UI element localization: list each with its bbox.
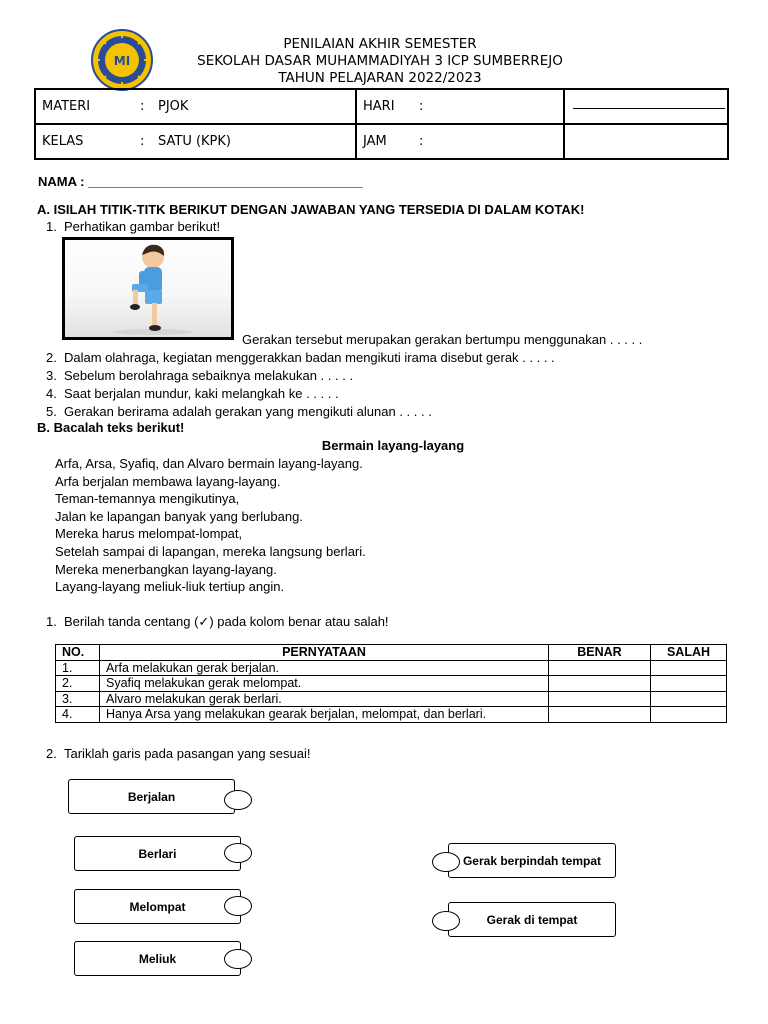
benar-cell[interactable] [549,691,651,707]
match-left-berjalan[interactable]: Berjalan [68,779,235,814]
salah-cell[interactable] [651,676,727,692]
connector-dot[interactable] [432,911,460,931]
kelas-value: SATU (KPK) [158,134,231,149]
section-a-title: A. ISILAH TITIK-TITK BERIKUT DENGAN JAWABAN YANG TERSEDIA DI DALAM KOTAK! [37,202,585,217]
story-text [55,455,366,596]
hari-field[interactable] [564,89,728,124]
materi-value: PJOK [158,99,189,114]
question-a1: 1. Perhatikan gambar berikut! [46,219,221,234]
table-row: 4. Hanya Arsa yang melakukan gearak berjalan, melompat, dan berlari. [56,707,727,723]
question-b2: 2. Tariklah garis pada pasangan yang sesuai! [46,746,311,761]
benar-cell[interactable] [549,707,651,723]
kelas-label: KELAS [42,134,84,149]
story-line: Mereka harus melompat-lompat, [55,526,243,542]
match-right-berpindah[interactable]: Gerak berpindah tempat [448,843,616,878]
table-row: 3. Alvaro melakukan gerak berlari. [56,691,727,707]
question-a1-caption: Gerakan tersebut merupakan gerakan bertumpu menggunakan . . . . . [242,332,643,347]
kneeling-exercise-photo [62,237,234,340]
question-b1: 1. Berilah tanda centang (✓) pada kolom benar atau salah! [46,614,389,629]
true-false-table [55,644,727,723]
salah-cell[interactable] [651,691,727,707]
benar-cell[interactable] [549,676,651,692]
match-left-meliuk[interactable]: Meliuk [74,941,241,976]
story-line: Setelah sampai di lapangan, mereka langsung berlari. [55,543,366,559]
header-year: TAHUN PELAJARAN 2022/2023 [278,70,482,86]
col-salah: SALAH [651,645,727,661]
connector-dot[interactable] [224,896,252,916]
connector-dot[interactable] [224,790,252,810]
story-line: Layang-layang meliuk-liuk tertiup angin. [55,579,285,595]
question-a3: 3. Sebelum berolahraga sebaiknya melakukan . . . . . [46,368,354,383]
story-line: Teman-temannya mengikutinya, [55,491,240,507]
benar-cell[interactable] [549,660,651,676]
logo-text: MI [113,54,131,68]
jam-label: JAM [363,134,387,149]
header-title: PENILAIAN AKHIR SEMESTER [283,36,477,52]
match-left-berlari[interactable]: Berlari [74,836,241,871]
question-a4: 4. Saat berjalan mundur, kaki melangkah ke . . . . . [46,386,339,401]
materi-label: MATERI [42,99,91,114]
salah-cell[interactable] [651,660,727,676]
table-row: 2. Syafiq melakukan gerak melompat. [56,676,727,692]
connector-dot[interactable] [224,949,252,969]
story-line: Mereka menerbangkan layang-layang. [55,561,277,577]
story-line: Arfa berjalan membawa layang-layang. [55,473,281,489]
info-table: MATERI : PJOK HARI : KELAS : SATU (KPK) JAM : [34,88,729,160]
section-b-title: B. Bacalah teks berikut! [37,420,185,435]
table-row: 1. Arfa melakukan gerak berjalan. [56,660,727,676]
salah-cell[interactable] [651,707,727,723]
question-a2: 2. Dalam olahraga, kegiatan menggerakkan badan mengikuti irama disebut gerak . . . . . [46,350,555,365]
school-logo [90,28,154,92]
col-benar: BENAR [549,645,651,661]
match-left-melompat[interactable]: Melompat [74,889,241,924]
match-right-di-tempat[interactable]: Gerak di tempat [448,902,616,937]
connector-dot[interactable] [432,852,460,872]
col-pernyataan: PERNYATAAN [100,645,549,661]
story-title: Bermain layang-layang [321,438,465,453]
hari-label: HARI [363,99,395,114]
jam-field[interactable] [564,124,728,159]
nama-field[interactable]: NAMA : ______________________________________ [38,174,363,189]
question-a5: 5. Gerakan berirama adalah gerakan yang mengikuti alunan . . . . . [46,404,432,419]
header-school: SEKOLAH DASAR MUHAMMADIYAH 3 ICP SUMBERREJO [197,53,563,69]
story-line: Jalan ke lapangan banyak yang berlubang. [55,508,303,524]
col-no: NO. [56,645,100,661]
connector-dot[interactable] [224,843,252,863]
story-line: Arfa, Arsa, Syafiq, dan Alvaro bermain layang-layang. [55,456,363,471]
